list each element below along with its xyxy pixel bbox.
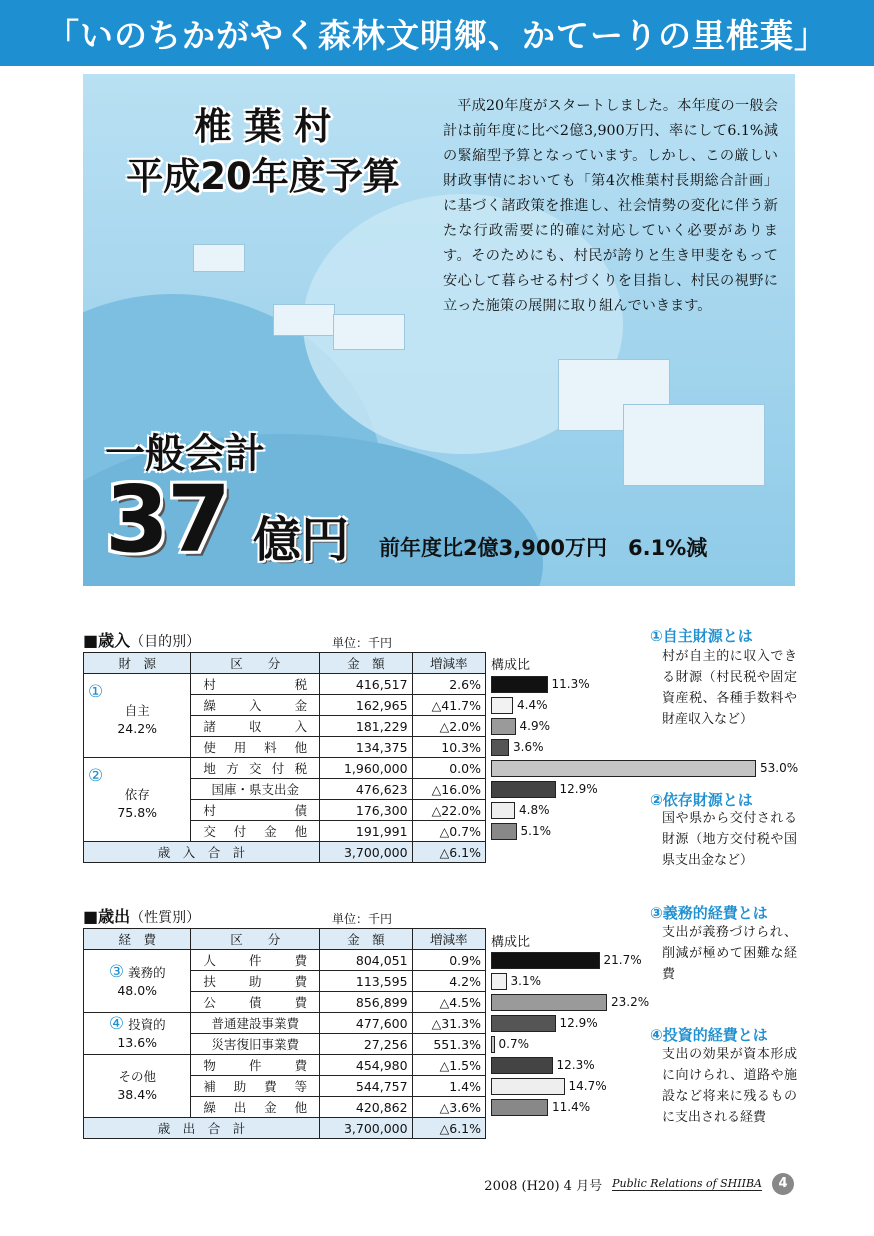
rate-cell: 0.9% <box>412 950 485 971</box>
item-cell: 地方交付税 <box>191 758 320 779</box>
expenditure-table <box>83 928 486 1139</box>
rate-cell: △3.6% <box>412 1097 485 1118</box>
note-heading-dependent-revenue: ②依存財源とは <box>650 791 753 809</box>
ratio-bar <box>491 1099 548 1116</box>
table-header-row <box>84 929 486 950</box>
group-pct: 24.2% <box>117 721 158 736</box>
ratio-bar-label: 4.8% <box>519 802 550 817</box>
rate-cell: 10.3% <box>412 737 485 758</box>
amount-cell: 420,862 <box>320 1097 413 1118</box>
note-heading-mandatory-expense: ③義務的経費とは <box>650 904 768 922</box>
group-marker: ① <box>88 682 104 702</box>
ratio-bar <box>491 718 516 735</box>
budget-amount-unit: 億円 <box>253 512 350 568</box>
building-shape <box>333 314 405 350</box>
rate-cell: △2.0% <box>412 716 485 737</box>
ratio-bar-label: 12.9% <box>559 781 598 796</box>
rate-cell: △16.0% <box>412 779 485 800</box>
note-text-dependent-revenue: 国や県から交付される財源（地方交付税や国県支出金など） <box>662 811 797 868</box>
ratio-bar <box>491 760 756 777</box>
item-cell: 人件費 <box>191 950 320 971</box>
ratio-bar <box>491 952 600 969</box>
total-row <box>84 842 486 863</box>
rate-cell: 2.6% <box>412 674 485 695</box>
item-cell: 村債 <box>191 800 320 821</box>
note-heading-own-revenue: ①自主財源とは <box>650 627 753 645</box>
rate-cell: 0.0% <box>412 758 485 779</box>
rate-cell: △1.5% <box>412 1055 485 1076</box>
group-pct: 48.0% <box>117 982 158 998</box>
ratio-bar-label: 0.7% <box>498 1036 529 1051</box>
expenditure-title-main: ■歳出 <box>83 907 131 926</box>
page-footer <box>484 1173 794 1195</box>
revenue-group-dependent <box>84 758 191 842</box>
item-cell: 物件費 <box>191 1055 320 1076</box>
ratio-bar-label: 12.9% <box>559 1015 598 1030</box>
group-pct: 75.8% <box>117 805 158 820</box>
budget-amount: 37 <box>105 466 230 573</box>
ratio-bar-label: 53.0% <box>760 760 799 775</box>
amount-cell: 454,980 <box>320 1055 413 1076</box>
amount-cell: 1,960,000 <box>320 758 413 779</box>
table-header-cell: 区 分 <box>191 653 320 674</box>
group-name: その他 <box>118 1069 156 1084</box>
revenue-subtitle: （目的別） <box>130 634 201 650</box>
rate-cell: △0.7% <box>412 821 485 842</box>
ratio-bar-label: 4.9% <box>519 718 550 733</box>
group-name: 依存 <box>124 787 150 802</box>
group-name: 義務的 <box>128 964 166 980</box>
rate-cell: △22.0% <box>412 800 485 821</box>
rate-cell: △31.3% <box>412 1013 485 1034</box>
table-row <box>84 1013 486 1034</box>
ratio-bar-label: 14.7% <box>568 1078 607 1093</box>
revenue-unit: 単位：千円 <box>332 636 393 650</box>
amount-cell: 804,051 <box>320 950 413 971</box>
total-label: 歳 入 合 計 <box>84 842 320 863</box>
total-label: 歳 出 合 計 <box>84 1118 320 1139</box>
ratio-bar <box>491 1078 565 1095</box>
ratio-bar-label: 23.2% <box>611 994 650 1009</box>
group-pct: 38.4% <box>117 1087 158 1102</box>
expenditure-ratio-header: 構成比 <box>491 935 531 950</box>
table-row <box>84 758 486 779</box>
expenditure-group-other <box>84 1055 191 1118</box>
year-comparison: 前年度比2億3,900万円 6.1%減 <box>379 536 708 560</box>
table-header-cell: 増減率 <box>412 653 485 674</box>
item-cell: 普通建設事業費 <box>191 1013 320 1034</box>
item-cell: 国庫・県支出金 <box>191 779 320 800</box>
total-amount: 3,700,000 <box>320 842 413 863</box>
total-row <box>84 1118 486 1139</box>
page-banner: 「いのちかがやく森林文明郷、かてーりの里椎葉」 <box>0 0 874 66</box>
amount-cell: 191,991 <box>320 821 413 842</box>
ratio-bar <box>491 823 517 840</box>
table-header-cell: 増減率 <box>412 929 485 950</box>
amount-cell: 162,965 <box>320 695 413 716</box>
expenditure-group-investment <box>84 1013 191 1055</box>
amount-cell: 477,600 <box>320 1013 413 1034</box>
item-cell: 村税 <box>191 674 320 695</box>
note-text-own-revenue: 村が自主的に収入できる財源（村民税や固定資産税、各種手数料や財産収入など） <box>662 649 797 727</box>
group-pct: 13.6% <box>117 1035 158 1050</box>
item-cell: 補助費等 <box>191 1076 320 1097</box>
ratio-bar-label: 21.7% <box>603 952 642 967</box>
ratio-bar <box>491 1057 553 1074</box>
item-cell: 災害復旧事業費 <box>191 1034 320 1055</box>
item-cell: 扶助費 <box>191 971 320 992</box>
ratio-bar-label: 3.1% <box>510 973 541 988</box>
rate-cell: 1.4% <box>412 1076 485 1097</box>
revenue-table <box>83 652 486 863</box>
building-shape <box>623 404 765 486</box>
ratio-bar <box>491 994 607 1011</box>
ratio-bar-label: 11.3% <box>551 676 590 691</box>
ratio-bar <box>491 676 548 693</box>
ratio-bar <box>491 1015 556 1032</box>
group-name: 自主 <box>124 703 150 718</box>
ratio-bar-label: 11.4% <box>552 1099 591 1114</box>
group-marker: ④ <box>108 1014 125 1034</box>
table-header-row <box>84 653 486 674</box>
table-row <box>84 950 486 971</box>
expenditure-group-mandatory <box>84 950 191 1013</box>
amount-cell: 176,300 <box>320 800 413 821</box>
item-cell: 使用料他 <box>191 737 320 758</box>
amount-cell: 27,256 <box>320 1034 413 1055</box>
hero-title <box>103 102 423 202</box>
ratio-bar <box>491 697 513 714</box>
general-account-label: 一般会計 <box>105 431 265 477</box>
hero-title-line1: 椎 葉 村 <box>194 105 332 148</box>
total-amount: 3,700,000 <box>320 1118 413 1139</box>
table-header-cell: 区 分 <box>191 929 320 950</box>
revenue-title <box>83 628 200 651</box>
group-marker: ③ <box>108 961 125 982</box>
item-cell: 交付金他 <box>191 821 320 842</box>
rate-cell: 4.2% <box>412 971 485 992</box>
ratio-bar-label: 4.4% <box>517 697 548 712</box>
ratio-bar-label: 3.6% <box>513 739 544 754</box>
table-header-cell: 金 額 <box>320 929 413 950</box>
table-row <box>84 1055 486 1076</box>
rate-cell: 551.3% <box>412 1034 485 1055</box>
table-header-cell: 財 源 <box>84 653 191 674</box>
hero-photo-panel <box>83 74 795 586</box>
item-cell: 公債費 <box>191 992 320 1013</box>
ratio-bar <box>491 1036 495 1053</box>
item-cell: 諸収入 <box>191 716 320 737</box>
publication-name: Public Relations of SHIIBA <box>612 1177 762 1190</box>
ratio-bar-label: 5.1% <box>520 823 551 838</box>
amount-cell: 856,899 <box>320 992 413 1013</box>
amount-cell: 476,623 <box>320 779 413 800</box>
rate-cell: △41.7% <box>412 695 485 716</box>
amount-cell: 416,517 <box>320 674 413 695</box>
group-marker: ② <box>88 766 104 786</box>
note-text-investment-expense: 支出の効果が資本形成に向けられ、道路や施設など将来に残るものに支出される経費 <box>662 1047 797 1125</box>
total-rate: △6.1% <box>412 842 485 863</box>
note-text-mandatory-expense: 支出が義務づけられ、削減が極めて困難な経費 <box>662 925 797 982</box>
ratio-bar <box>491 781 556 798</box>
building-shape <box>193 244 245 272</box>
expenditure-title <box>83 904 200 927</box>
table-row <box>84 674 486 695</box>
item-cell: 繰出金他 <box>191 1097 320 1118</box>
page-number: 4 <box>772 1173 794 1195</box>
revenue-title-main: ■歳入 <box>83 631 131 650</box>
expenditure-subtitle: （性質別） <box>130 910 201 926</box>
revenue-ratio-header: 構成比 <box>491 658 531 673</box>
amount-cell: 134,375 <box>320 737 413 758</box>
group-name: 投資的 <box>128 1017 166 1032</box>
building-shape <box>273 304 335 336</box>
revenue-group-own <box>84 674 191 758</box>
ratio-bar <box>491 802 515 819</box>
expenditure-unit: 単位：千円 <box>332 912 393 926</box>
item-cell: 繰入金 <box>191 695 320 716</box>
hero-intro-text: 平成20年度がスタートしました。本年度の一般会計は前年度に比べ2億3,900万円、率にして6.1%減の緊縮型予算となっています。しかし、この厳しい財政事情においても「第4次椎葉村長期総合計画」に基づく諸政策を推進し、社会情勢の変化に伴う新たな行政需要に的確に対応していく必要があります。そのためにも、村民が誇りと生き甲斐をもって安心して暮らせる村づくりを目指し、村民の視野に立った施策の展開に取り組んでいきます。 <box>443 98 778 314</box>
total-rate: △6.1% <box>412 1118 485 1139</box>
ratio-bar <box>491 973 507 990</box>
issue-date: 2008 (H20) 4 月号 <box>484 1178 603 1194</box>
amount-cell: 113,595 <box>320 971 413 992</box>
table-header-cell: 金 額 <box>320 653 413 674</box>
table-header-cell: 経 費 <box>84 929 191 950</box>
hero-title-line2: 平成20年度予算 <box>126 155 400 198</box>
note-heading-investment-expense: ④投資的経費とは <box>650 1026 768 1044</box>
rate-cell: △4.5% <box>412 992 485 1013</box>
ratio-bar <box>491 739 509 756</box>
ratio-bar-label: 12.3% <box>556 1057 595 1072</box>
amount-cell: 181,229 <box>320 716 413 737</box>
amount-cell: 544,757 <box>320 1076 413 1097</box>
